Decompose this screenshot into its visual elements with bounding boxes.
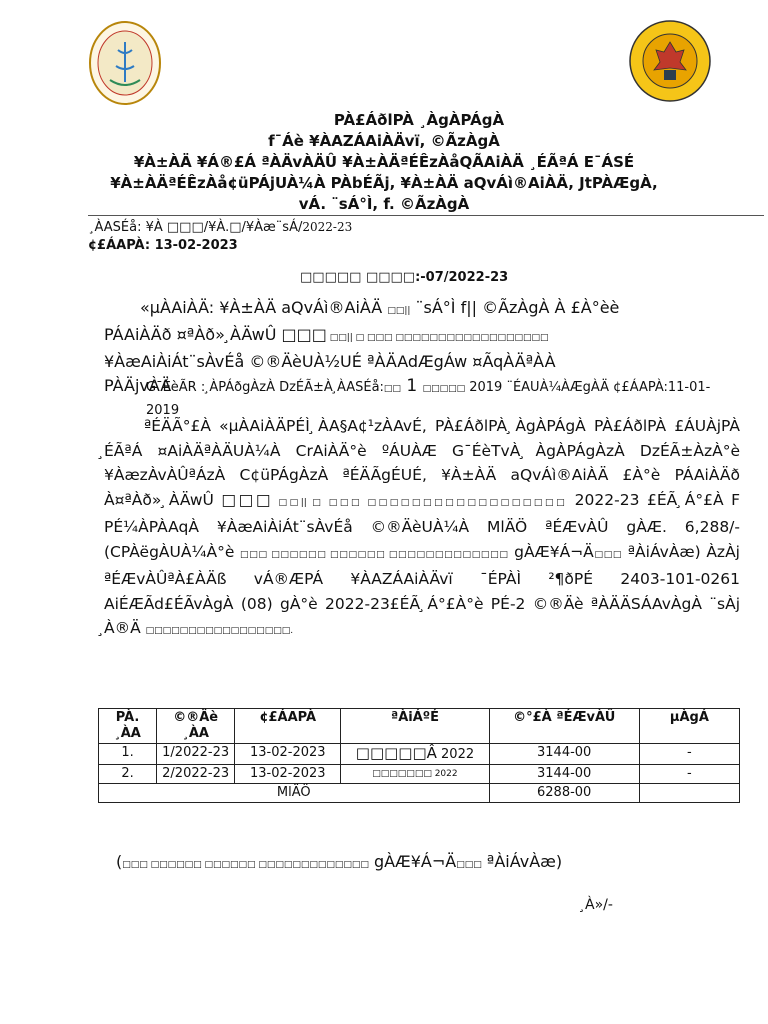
cell-serial: 2. [99, 765, 157, 784]
body-tiny-4: □□□□□□□□□□□□□□□□□. [145, 626, 294, 636]
government-of-karnataka-emblem [628, 16, 712, 106]
subject-small-2: □□|| □ □□□ □□□□□□□□□□□□□□□□□□ [326, 333, 549, 343]
col-header-amount: ©°£À ªÉÆvÀÛ [489, 709, 639, 744]
footer-part-2: ªÀiÁvÀæ) [481, 852, 563, 871]
cell-month [341, 744, 489, 765]
bill-summary-table [98, 708, 740, 803]
col-header-date: ¢£ÁAPÀ [235, 709, 341, 744]
footer-tiny-1: □□□ □□□□□□ □□□□□□ □□□□□□□□□□□□□ [122, 860, 369, 870]
cell-month-year: 2022 [431, 769, 458, 779]
body-part-1: ªÉÄÃ°£À «µÀAiÀÄPÉÌ ̧ÀA§A¢¹zÀAvÉ, PÀ£ÁðlPÀ ̧ÀgÀPÁgÀ PÀ£ÁðlPÀ £ÁUÀjPÀ ̧ÉÃªÁ ¤AiÀÄªÀÄUÀ¼À CrAiÀÄ°è ºÁUÀÆ G¯ÉèTvÀ ̧ÀgÀPÁgÀzÀ DzÉÃ±ÀzÀ°è ¥ÀæzÀvÀÛªÁzÀ C¢üPÁgÀzÀ ªÉÄÃgÉUÉ, ¥À±ÀÄ aQvÁì®AiÀÄ £À°è PÁAiÀÄð À¤ªÀð» ̧ÀÄwÛ [104, 417, 740, 509]
office-header [0, 110, 768, 215]
order-title [300, 270, 508, 285]
footer-open: ( [116, 852, 123, 871]
cell-total-remarks [639, 784, 739, 803]
ref-boxes: □□□ [166, 220, 204, 235]
cell-bill-no: 2/2022-23 [157, 765, 235, 784]
reference-part-2: 2019 ¨ÉAUÀ¼ÀÆgÀÄ ¢£ÁAPÀ:11-01-2019 [146, 380, 711, 418]
reference-tiny-2: □□□□□ [422, 384, 466, 394]
ref-prefix: ¸ÀASÉå: ¥À [88, 220, 167, 235]
cell-month-boxes: □□□□□□□ [372, 769, 432, 779]
cell-date: 13-02-2023 [235, 744, 341, 765]
cell-total-amount: 6288-00 [489, 784, 639, 803]
subject-part-3: ¥ÀæAiÀiÁt¨sÀvÉå ©®ÄèUÀ½UÉ ªÀÄAdÆgÁw ¤ÃqÀÄªÀÀ PÀÄjvÀÄ [104, 352, 556, 395]
col-header-serial: PÀ. ¸ÀA [99, 709, 157, 744]
table-row [99, 744, 740, 765]
footer-tiny-2: □□□ [456, 860, 482, 870]
ref-suffix: /¥À.□/¥Àæ¨sÁ/ [203, 220, 303, 235]
table-total-row [99, 784, 740, 803]
subject-boxes-1: □□□ [281, 325, 327, 344]
cell-month-year: 2022 [436, 747, 475, 762]
cell-month-boxes: □□□□□Â [355, 744, 437, 762]
header-divider [88, 215, 764, 216]
header-line-2: f¯Áè ¥ÀAZÁAiÀÄvï, ©ÃzÀgÀ [268, 132, 500, 150]
cell-remarks: - [639, 744, 739, 765]
cell-total-label: MlÄÖ [99, 784, 490, 803]
table-header-row [99, 709, 740, 744]
signature: ¸À»/- [578, 897, 613, 913]
cell-remarks: - [639, 765, 739, 784]
header-line-4: ¥À±ÀÄªÉÊzÀå¢üPÁjUÀ¼À PÀbÉÃj, ¥À±ÀÄ aQvÁì®AiÀÄ, JtPÀÆgÀ, [110, 174, 658, 192]
body-boxes-1: □□□ [221, 490, 274, 509]
body-tiny-2: □□□ □□□□□□ □□□□□□ □□□□□□□□□□□□□ [240, 549, 509, 560]
body-tiny-1: □□|| □ □□□ □□□□□□□□□□□□□□□□□□ [273, 497, 568, 508]
subject-small-1: □□|| [387, 306, 411, 316]
cell-month [341, 765, 489, 784]
order-number: :-07/2022-23 [415, 270, 509, 285]
body-part-3: gÀÆ¥Á¬Ä [508, 542, 594, 561]
ref-year: 2022-23 [302, 220, 353, 234]
header-line-3: ¥À±ÀÄ ¥Á®£Á ªÀÄvÀÄÛ ¥À±ÀÄªÉÊzÀåQÃAiÀÄ ¸ÉÃªÁ E¯ÁSÉ [133, 153, 635, 171]
order-body-paragraph [104, 414, 740, 644]
reference-tiny-1: □□ [383, 384, 401, 394]
subject-part-1: «µÀAiÀÄ: ¥À±ÀÄ aQvÁì®AiÀÄ [140, 298, 388, 317]
issue-date: ¢£ÁAPÀ: 13-02-2023 [88, 238, 238, 253]
subject-part-2: ¨sÁ°Ì f|| ©ÃzÀgÀ À £À°èè PÁAiÀÄð ¤ªÀð» ̧ÀÄwÛ [104, 298, 620, 344]
cell-date: 13-02-2023 [235, 765, 341, 784]
body-part-4: ªÀiÁvÀæ) ÀzÀj ªÉÆvÀÛªÀ£ÀÄß vÁ®ÆPÁ ¥ÀAZÁAiÀÄvï ¯ÉPÀÌ ²¶ðPÉ 2403-101-0261 AiÉÆÃd£ÉÃvÀgÀ (08) gÀ°è 2022-23£ÉÃ ̧Á°£À°è PÉ-2 ©®Äè ªÀÄÄSÁAvÀgÀ ¨sÀj ̧À®Ä [104, 542, 740, 637]
reference-part-1: G¯ÉèÃR : ̧ÀPÁðgÀzÀ DzÉÃ±À ̧ÀASÉå: [146, 380, 384, 395]
header-line-1: PÀ£ÁðlPÀ ¸ÀgÀPÁgÀ [333, 111, 505, 129]
order-title-boxes: □□□□□ □□□□ [300, 270, 416, 285]
reference-number [88, 218, 352, 237]
col-header-bill-no: ©®Äè ¸ÀA [157, 709, 235, 744]
amount-in-words [116, 852, 562, 871]
table-row [99, 765, 740, 784]
footer-part-1: gÀÆ¥Á¬Ä [368, 852, 457, 871]
col-header-remarks: µÀgÁ [639, 709, 739, 744]
reference-big-1: 1 [400, 376, 423, 396]
body-part-2: 2022-23 £ÉÃ ̧Á°£À F PÉ¼ÀPÀAqÀ ¥ÀæAiÀiÁt¨sÀvÉå ©®ÄèUÀ¼À MlÄÖ ªÉÆvÀÛ gÀÆ. 6,288/- (CPÀëgÀUÀ¼À°è [104, 490, 740, 561]
col-header-month: ªÀiÁºÉ [341, 709, 489, 744]
cell-amount: 3144-00 [489, 765, 639, 784]
header-line-5: vÁ. ¨sÁ°Ì, f. ©ÃzÀgÀ [298, 195, 470, 213]
cell-serial: 1. [99, 744, 157, 765]
cell-bill-no: 1/2022-23 [157, 744, 235, 765]
body-tiny-3: □□□ [593, 549, 623, 560]
animal-husbandry-seal [88, 20, 162, 106]
cell-amount: 3144-00 [489, 744, 639, 765]
